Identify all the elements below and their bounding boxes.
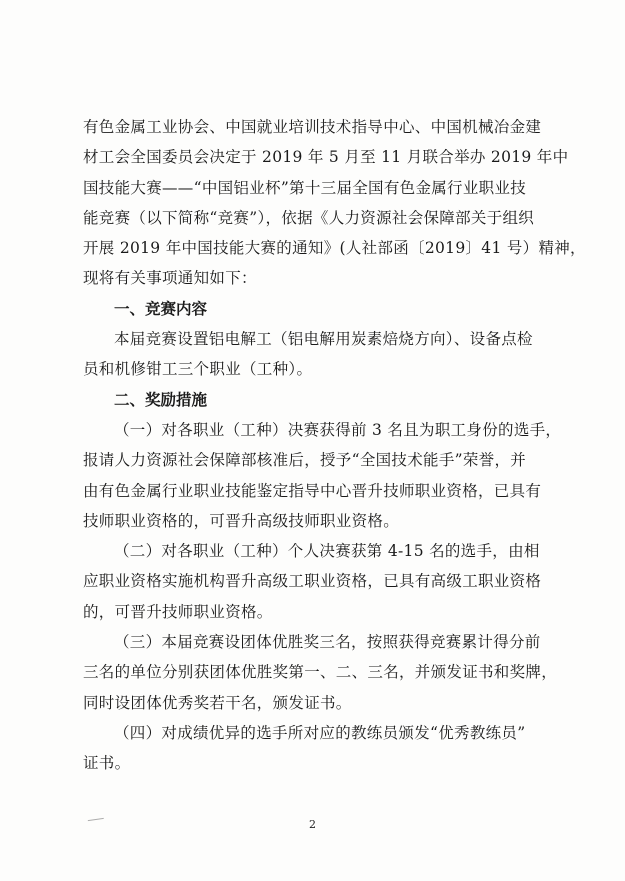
item2-line-3: 的，可晋升技师职业资格。 (83, 602, 273, 621)
item1-line-3: 由有色金属行业职业技能鉴定指导中心晋升技师职业资格，已具有 (83, 481, 542, 500)
item4-line-1: （四）对成绩优异的选手所对应的教练员颁发“优秀教练员” (114, 723, 526, 742)
intro-line-6: 现将有关事项通知如下： (83, 269, 257, 288)
item1-line-2: 报请人力资源社会保障部核准后，授予“全国技术能手”荣誉，并 (83, 451, 527, 470)
intro-line-4: 能竞赛（以下简称“竞赛”），依据《人力资源社会保障部关于组织 (83, 208, 535, 227)
section1-line-1: 本届竞赛设置铝电解工（铝电解用炭素焙烧方向）、设备点检 (114, 330, 533, 349)
intro-line-2: 材工会全国委员会决定于 2019 年 5 月至 11 月联合举办 2019 年中 (83, 148, 569, 167)
item2-line-1: （二）对各职业（工种）个人决赛获第 4-15 名的选手，由相 (114, 542, 540, 561)
document-body (83, 112, 586, 779)
item1-line-1: （一）对各职业（工种）决赛获得前 3 名且为职工身份的选手， (114, 420, 562, 439)
section-heading-rewards: 二、奖励措施 (114, 390, 208, 409)
item4-line-2: 证书。 (83, 754, 131, 773)
intro-line-5: 开展 2019 年中国技能大赛的通知》(人社部函〔2019〕41 号）精神， (83, 239, 586, 258)
intro-line-3: 国技能大赛——“中国铝业杯”第十三届全国有色金属行业职业技 (83, 178, 527, 197)
section-heading-competition-content: 一、竞赛内容 (114, 299, 208, 318)
section1-line-2: 员和机修钳工三个职业（工种）。 (83, 360, 313, 379)
item3-line-1: （三）本届竞赛设团体优胜奖三名，按照获得竞赛累计得分前 (114, 633, 541, 652)
intro-line-1: 有色金属工业协会、中国就业培训技术指导中心、中国机械冶金建 (83, 118, 542, 136)
item3-line-3: 同时设团体优秀奖若干名，颁发证书。 (83, 693, 352, 712)
item3-line-2: 三名的单位分别获团体优胜奖第一、二、三名，并颁发证书和奖牌， (83, 663, 558, 682)
page-number: 2 (309, 818, 316, 831)
item1-line-4: 技师职业资格的，可晋升高级技师职业资格。 (83, 511, 400, 530)
item2-line-2: 应职业资格实施机构晋升高级工职业资格，已具有高级工职业资格 (83, 572, 542, 591)
